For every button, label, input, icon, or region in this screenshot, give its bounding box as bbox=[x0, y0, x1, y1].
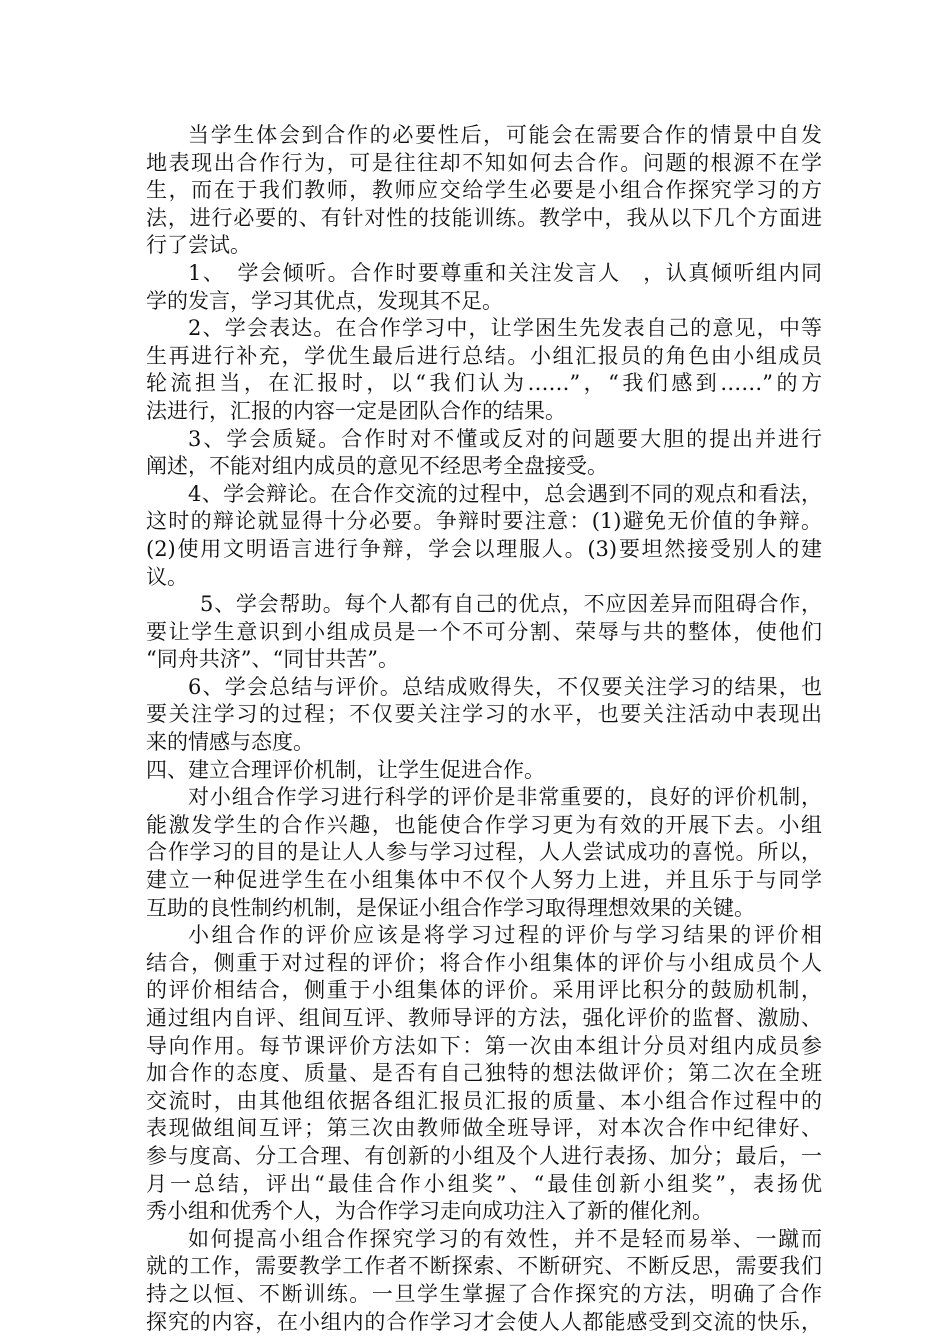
paragraph-line: 6、学会总结与评价。总结成败得失，不仅要关注学习的结果，也 bbox=[188, 674, 822, 699]
paragraph-line: 探究的内容，在小组内的合作学习才会使人人都能感受到交流的快乐， bbox=[146, 1309, 822, 1334]
section-heading: 四、建立合理评价机制，让学生促进合作。 bbox=[146, 757, 545, 782]
paragraph-line: 表现做组间互评；第三次由教师做全班导评，对本次合作中纪律好、 bbox=[146, 1116, 822, 1141]
paragraph-line: 生，而在于我们教师，教师应交给学生必要是小组合作探究学习的方 bbox=[146, 178, 822, 203]
paragraph-line: 持之以恒、不断训练。一旦学生掌握了合作探究的方法，明确了合作 bbox=[146, 1281, 822, 1306]
paragraph-line: 合作学习的目的是让人人参与学习过程，人人尝试成功的喜悦。所以， bbox=[146, 840, 822, 865]
paragraph-line: 行了尝试。 bbox=[146, 233, 251, 258]
paragraph-line: 的评价相结合，侧重于小组集体的评价。采用评比积分的鼓励机制， bbox=[146, 978, 822, 1003]
paragraph-line: 生再进行补充，学优生最后进行总结。小组汇报员的角色由小组成员 bbox=[146, 343, 822, 368]
paragraph-line: 导向作用。每节课评价方法如下：第一次由本组计分员对组内成员参 bbox=[146, 1033, 822, 1058]
paragraph-line: 通过组内自评、组间互评、教师导评的方法，强化评价的监督、激励、 bbox=[146, 1006, 822, 1030]
paragraph-line: 交流时，由其他组依据各组汇报员汇报的质量、本小组合作过程中的 bbox=[146, 1088, 822, 1113]
paragraph-line: 结合，侧重于对过程的评价；将合作小组集体的评价与小组成员个人 bbox=[146, 950, 822, 975]
paragraph-line: 加合作的态度、质量、是否有自己独特的想法做评价；第二次在全班 bbox=[146, 1061, 822, 1086]
paragraph-line: 1、 学会倾听。合作时要尊重和关注发言人 ，认真倾听组内同 bbox=[188, 260, 822, 285]
paragraph-line: 对小组合作学习进行科学的评价是非常重要的，良好的评价机制， bbox=[188, 785, 822, 810]
paragraph-line: 当学生体会到合作的必要性后，可能会在需要合作的情景中自发 bbox=[188, 123, 822, 147]
paragraph-line: 法进行，汇报的内容一定是团队合作的结果。 bbox=[146, 398, 566, 423]
paragraph-line: 阐述，不能对组内成员的意见不经思考全盘接受。 bbox=[146, 454, 608, 479]
paragraph-line: 建立一种促进学生在小组集体中不仅个人努力上进，并且乐于与同学 bbox=[146, 868, 822, 893]
paragraph-line: 来的情感与态度。 bbox=[146, 730, 314, 755]
document-body bbox=[146, 122, 822, 1336]
paragraph-line: 参与度高、分工合理、有创新的小组及个人进行表扬、加分；最后，一 bbox=[146, 1143, 822, 1168]
paragraph-line: 这时的辩论就显得十分必要。争辩时要注意：(1)避免无价值的争辩。 bbox=[146, 509, 822, 534]
paragraph-line: 2、学会表达。在合作学习中，让学困生先发表自己的意见，中等 bbox=[188, 316, 822, 341]
paragraph-line: 学的发言，学习其优点，发现其不足。 bbox=[146, 288, 503, 313]
paragraph-line: 月一总结，评出“最佳合作小组奖”、“最佳创新小组奖”，表扬优 bbox=[146, 1171, 822, 1196]
paragraph-line: 能激发学生的合作兴趣，也能使合作学习更为有效的开展下去。小组 bbox=[146, 812, 822, 837]
paragraph-line: 要让学生意识到小组成员是一个不可分割、荣辱与共的整体，使他们 bbox=[146, 619, 822, 644]
paragraph-line: 要关注学习的过程；不仅要关注学习的水平，也要关注活动中表现出 bbox=[146, 702, 822, 727]
paragraph-line: 地表现出合作行为，可是往往却不知如何去合作。问题的根源不在学 bbox=[146, 150, 822, 175]
paragraph-line: 4、学会辩论。在合作交流的过程中，总会遇到不同的观点和看法， bbox=[188, 481, 822, 506]
paragraph-line: 3、学会质疑。合作时对不懂或反对的问题要大胆的提出并进行 bbox=[188, 426, 822, 451]
paragraph-line: “同舟共济”、“同甘共苦”。 bbox=[146, 647, 399, 672]
paragraph-line: 就的工作，需要教学工作者不断探索、不断研究、不断反思，需要我们 bbox=[146, 1254, 822, 1279]
paragraph-line: 互助的良性制约机制，是保证小组合作学习取得理想效果的关键。 bbox=[146, 895, 755, 920]
paragraph-line: 议。 bbox=[146, 564, 188, 589]
paragraph-line: 秀小组和优秀个人，为合作学习走向成功注入了新的催化剂。 bbox=[146, 1199, 713, 1224]
paragraph-line: 如何提高小组合作探究学习的有效性，并不是轻而易举、一蹴而 bbox=[188, 1226, 822, 1251]
paragraph-line: (2)使用文明语言进行争辩，学会以理服人。(3)要坦然接受别人的建 bbox=[146, 536, 822, 561]
paragraph-line: 5、学会帮助。每个人都有自己的优点，不应因差异而阻碍合作， bbox=[200, 592, 822, 617]
paragraph-line: 法，进行必要的、有针对性的技能训练。教学中，我从以下几个方面进 bbox=[146, 205, 822, 230]
paragraph-line: 轮流担当，在汇报时，以“我们认为……”，“我们感到……”的方 bbox=[146, 371, 822, 396]
paragraph-line: 小组合作的评价应该是将学习过程的评价与学习结果的评价相 bbox=[188, 923, 822, 948]
